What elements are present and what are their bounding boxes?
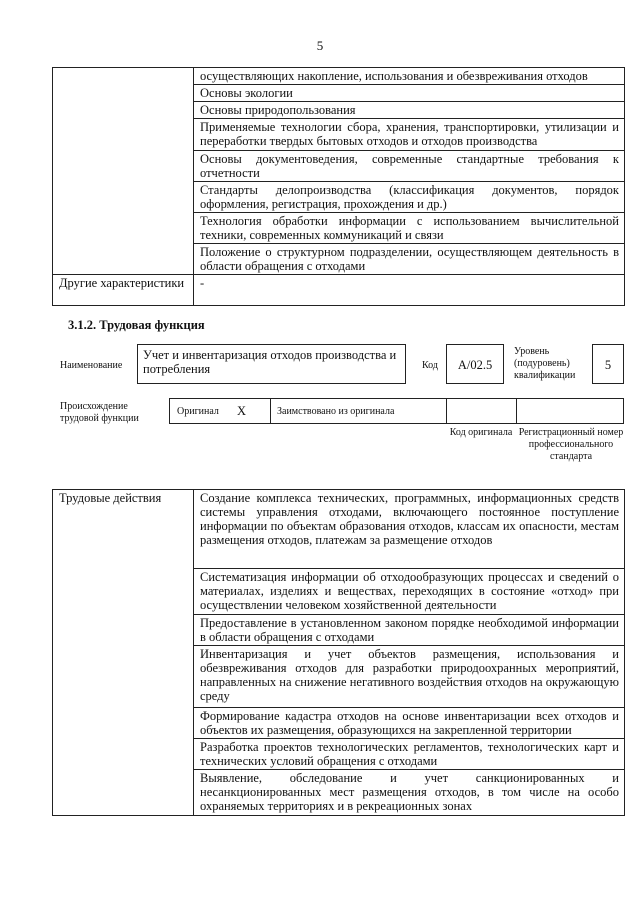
- original-mark: X: [237, 404, 247, 418]
- origin-divider: [270, 399, 271, 423]
- knowledge-item: Положение о структурном подразделении, осуществляющем деятельность в области обращения с отходами: [194, 244, 625, 275]
- knowledge-table: [52, 67, 625, 306]
- level-value: 5: [604, 358, 612, 372]
- other-characteristics-label: Другие характеристики: [53, 275, 194, 306]
- knowledge-item: Стандарты делопроизводства (классификация документов, порядок оформления, регистрация, прохождения и др.): [194, 182, 625, 213]
- labor-action-item: Инвентаризация и учет объектов размещения, использования и обезвреживания отходов для разработки природоохранных мероприятий, направленных на снижение негативного воздействия отходов на окружающую среду: [194, 646, 625, 708]
- labor-action-item: Предоставление в установленном законом порядке необходимой информации в области обращения с отходами: [194, 615, 625, 646]
- origin-box: [169, 398, 624, 424]
- borrowed-label: Заимствовано из оригинала: [277, 406, 395, 417]
- knowledge-item: Основы документоведения, современные стандартные требования к отчетности: [194, 151, 625, 182]
- origin-label: Происхождение трудовой функции: [60, 401, 139, 424]
- name-box: [137, 344, 406, 384]
- level-box: [592, 344, 624, 384]
- knowledge-item: Применяемые технологии сбора, хранения, транспортировки, утилизации и переработки твердых бытовых отходов и отходов производства: [194, 119, 625, 151]
- knowledge-item: Основы природопользования: [194, 102, 625, 119]
- level-label: Уровень (подуровень) квалификации: [514, 346, 576, 381]
- knowledge-item: осуществляющих накопление, использования и обезвреживания отходов: [194, 68, 625, 85]
- registration-caption: Регистрационный номер профессионального стандарта: [518, 427, 624, 462]
- name-label: Наименование: [60, 360, 123, 371]
- code-box: [446, 344, 504, 384]
- labor-action-item: Формирование кадастра отходов на основе инвентаризации всех отходов и объектов их размещения, образующихся на закрепленной территории: [194, 708, 625, 739]
- labor-action-item: Систематизация информации об отходообразующих процессах и сведений о материалах, изделиях и веществах, переходящих в состояние «отход» при осуществлении человеком хозяйственной деятельности: [194, 569, 625, 615]
- origin-divider: [446, 399, 447, 423]
- code-original-caption: Код оригинала: [449, 427, 513, 438]
- labor-action-item: Создание комплекса технических, программных, информационных средств системы управления отходами, включающего постоянное поступление информации по объектам образования отходов, классам их опасности, местам размещения отходов, платежам за размещение отходов: [194, 490, 625, 569]
- labor-actions-table: [52, 489, 625, 816]
- knowledge-item: Основы экологии: [194, 85, 625, 102]
- function-name: Учет и инвентаризация отходов производства и потребления: [143, 348, 397, 376]
- origin-divider: [516, 399, 517, 423]
- labor-action-item: Разработка проектов технологических регламентов, технологических карт и технических условий обращения с отходами: [194, 739, 625, 770]
- knowledge-label-cell: [53, 68, 194, 275]
- knowledge-item: Технология обработки информации с использованием вычислительной техники, современных коммуникаций и связи: [194, 213, 625, 244]
- page-number: 5: [316, 38, 324, 53]
- section-title: 3.1.2. Трудовая функция: [68, 318, 205, 332]
- labor-action-item: Выявление, обследование и учет санкционированных и несанкционированных мест размещения отходов, в том числе на особо охраняемых территориях и в рекреационных зонах: [194, 770, 625, 816]
- function-code: А/02.5: [457, 358, 493, 372]
- code-label: Код: [422, 360, 438, 371]
- labor-actions-label: Трудовые действия: [53, 490, 194, 816]
- original-label: Оригинал: [177, 406, 219, 417]
- other-characteristics-value: -: [194, 275, 625, 306]
